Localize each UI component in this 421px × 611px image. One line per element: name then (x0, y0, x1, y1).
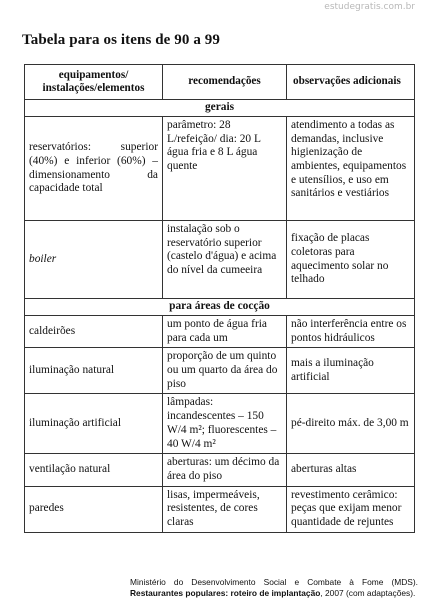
cell-observation: revestimento cerâmico: peças que exijam menor quantidade de rejuntes (287, 486, 415, 532)
cell-observation: pé-direito máx. de 3,00 m (287, 394, 415, 454)
table-header-row (25, 65, 415, 100)
source-title: Restaurantes populares: roteiro de implantação (130, 587, 321, 598)
cell-recommendation: parâmetro: 28 L/refeição/ dia: 20 L água fria e 8 L água quente (163, 117, 287, 221)
cell-observation: não interferência entre os pontos hidráulicos (287, 316, 415, 348)
cell-recommendation: lâmpadas: incandescentes – 150 W/4 m²; fluorescentes – 40 W/4 m² (163, 394, 287, 454)
cell-observation: fixação de placas coletoras para aquecimento solar no telhado (287, 221, 415, 299)
table-row (25, 221, 415, 299)
group-row-cocao (25, 299, 415, 316)
cell-item: reservatórios: superior (40%) e inferior (60%) – dimensionamento da capacidade total (25, 117, 163, 221)
header-observations: observações adicionais (287, 65, 415, 100)
group-label: gerais (25, 100, 415, 117)
cell-item: boiler (25, 221, 163, 299)
source-citation (130, 577, 418, 599)
cell-observation: atendimento a todas as demandas, inclusive higienização de ambientes, equipamentos e utensílios, e uso em sanitários e vestiários (287, 117, 415, 221)
table-row (25, 117, 415, 221)
group-label: para áreas de cocção (25, 299, 415, 316)
cell-recommendation: aberturas: um décimo da área do piso (163, 454, 287, 486)
recommendations-table (24, 64, 415, 533)
header-recommendations: recomendações (163, 65, 287, 100)
watermark: estudegratis.com.br (324, 2, 415, 12)
cell-observation: aberturas altas (287, 454, 415, 486)
table-row (25, 486, 415, 532)
cell-item: iluminação artificial (25, 394, 163, 454)
table-row (25, 348, 415, 394)
source-year: , 2007 (com adaptações). (320, 587, 416, 598)
source-publisher: Ministério do Desenvolvimento Social e Combate à Fome (MDS). (130, 577, 418, 587)
cell-recommendation: proporção de um quinto ou um quarto da área do piso (163, 348, 287, 394)
cell-recommendation: instalação sob o reservatório superior (castelo d'água) e acima do nível da cumeeira (163, 221, 287, 299)
cell-item: caldeirões (25, 316, 163, 348)
cell-recommendation: lisas, impermeáveis, resistentes, de cores claras (163, 486, 287, 532)
cell-item: ventilação natural (25, 454, 163, 486)
table-row (25, 394, 415, 454)
table-row (25, 454, 415, 486)
group-row-gerais (25, 100, 415, 117)
page-title: Tabela para os itens de 90 a 99 (22, 32, 220, 48)
cell-item: paredes (25, 486, 163, 532)
table-row (25, 316, 415, 348)
cell-recommendation: um ponto de água fria para cada um (163, 316, 287, 348)
cell-observation: mais a iluminação artificial (287, 348, 415, 394)
header-equipment: equipamentos/ instalações/elementos (25, 65, 163, 100)
cell-item: iluminação natural (25, 348, 163, 394)
